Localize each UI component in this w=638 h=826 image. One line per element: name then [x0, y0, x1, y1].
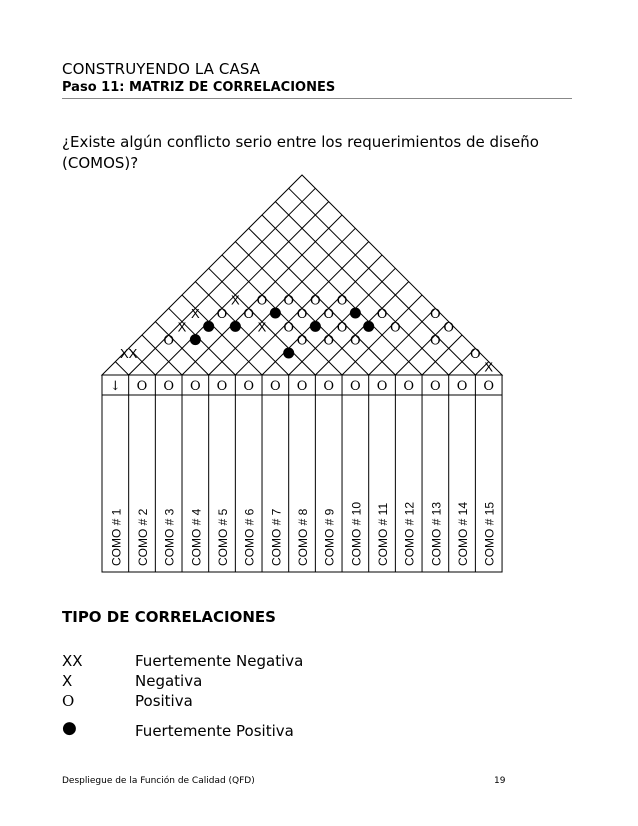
- column-label: COMO # 1: [109, 508, 124, 566]
- negative-mark: X: [484, 359, 494, 375]
- positive-mark: O: [283, 320, 295, 336]
- positive-mark: O: [296, 333, 308, 349]
- roof-grid-line: [249, 228, 396, 375]
- strong-positive-mark: [190, 334, 201, 345]
- positive-mark: O: [283, 293, 295, 309]
- column-label: COMO # 5: [216, 508, 231, 566]
- direction-symbol: O: [163, 379, 175, 394]
- roof-grid-line: [115, 362, 128, 375]
- legend-code-strong-positive: ●: [62, 718, 77, 738]
- direction-symbol: O: [190, 379, 201, 394]
- legend-label-negative: Negativa: [135, 672, 203, 690]
- footer-text: Despliegue de la Función de Calidad (QFD): [62, 776, 255, 786]
- column-label: COMO # 2: [136, 508, 151, 566]
- positive-mark: O: [163, 333, 175, 349]
- strong-positive-mark: [270, 307, 281, 318]
- direction-symbol: O: [376, 379, 388, 394]
- page-subtitle: Paso 11: MATRIZ DE CORRELACIONES: [62, 80, 336, 95]
- legend-code-strong-negative: XX: [62, 652, 83, 670]
- negative-mark: X: [177, 319, 187, 335]
- direction-symbol: O: [243, 379, 255, 394]
- positive-mark: O: [336, 320, 348, 336]
- column-label: COMO # 12: [402, 501, 417, 566]
- column-label: COMO # 9: [322, 508, 337, 566]
- legend-title: TIPO DE CORRELACIONES: [62, 608, 276, 626]
- direction-symbol: O: [350, 379, 361, 394]
- direction-symbol: O: [270, 379, 281, 394]
- direction-symbol: O: [483, 379, 495, 394]
- direction-symbol: ↓: [109, 379, 121, 394]
- positive-mark: O: [376, 306, 388, 322]
- direction-symbol: O: [403, 379, 415, 394]
- strong-negative-mark: XX: [119, 345, 138, 361]
- positive-mark: O: [243, 306, 255, 322]
- strong-positive-mark: [283, 347, 294, 358]
- negative-mark: X: [257, 319, 267, 335]
- column-label: COMO # 7: [269, 508, 284, 566]
- roof-grid-line: [155, 202, 328, 375]
- positive-mark: O: [336, 293, 348, 309]
- direction-symbol: O: [323, 379, 335, 394]
- negative-mark: X: [231, 292, 240, 308]
- direction-symbol: O: [136, 379, 148, 394]
- legend-label-positive: Positiva: [135, 692, 193, 710]
- positive-mark: O: [256, 293, 268, 309]
- negative-mark: X: [191, 305, 200, 321]
- direction-symbol: O: [430, 379, 441, 394]
- positive-mark: O: [470, 346, 481, 362]
- column-label: COMO # 4: [189, 508, 204, 566]
- strong-positive-mark: [363, 321, 374, 332]
- strong-positive-mark: [230, 321, 241, 332]
- positive-mark: O: [296, 306, 308, 322]
- legend-label-strong-negative: Fuertemente Negativa: [135, 652, 304, 670]
- column-label: COMO # 3: [162, 508, 177, 566]
- legend-label-strong-positive: Fuertemente Positiva: [135, 722, 294, 740]
- page-title: CONSTRUYENDO LA CASA: [62, 60, 261, 78]
- legend-code-negative: X: [62, 672, 73, 690]
- roof-grid-line: [275, 202, 448, 375]
- direction-symbol: O: [296, 379, 308, 394]
- positive-mark: O: [323, 306, 335, 322]
- column-label: COMO # 14: [456, 501, 471, 566]
- positive-mark: O: [310, 293, 321, 309]
- column-label: COMO # 11: [376, 502, 391, 566]
- positive-mark: O: [443, 320, 455, 336]
- direction-symbol: O: [456, 379, 468, 394]
- question-text: ¿Existe algún conflicto serio entre los requerimientos de diseño (COMOS)?: [62, 133, 539, 172]
- positive-mark: O: [430, 333, 441, 349]
- positive-mark: O: [390, 320, 401, 336]
- column-label: COMO # 8: [296, 508, 311, 566]
- strong-positive-mark: [350, 307, 361, 318]
- column-label: COMO # 15: [482, 501, 497, 566]
- positive-mark: O: [430, 306, 441, 322]
- positive-mark: O: [350, 333, 361, 349]
- column-label: COMO # 13: [429, 501, 444, 566]
- strong-positive-mark: [203, 321, 214, 332]
- strong-positive-mark: [310, 321, 321, 332]
- direction-symbol: O: [216, 379, 228, 394]
- legend-code-positive: O: [62, 692, 75, 710]
- column-label: COMO # 6: [242, 508, 257, 566]
- positive-mark: O: [216, 306, 228, 322]
- column-label: COMO # 10: [349, 501, 364, 566]
- positive-mark: O: [323, 333, 335, 349]
- page-number: 19: [494, 776, 506, 786]
